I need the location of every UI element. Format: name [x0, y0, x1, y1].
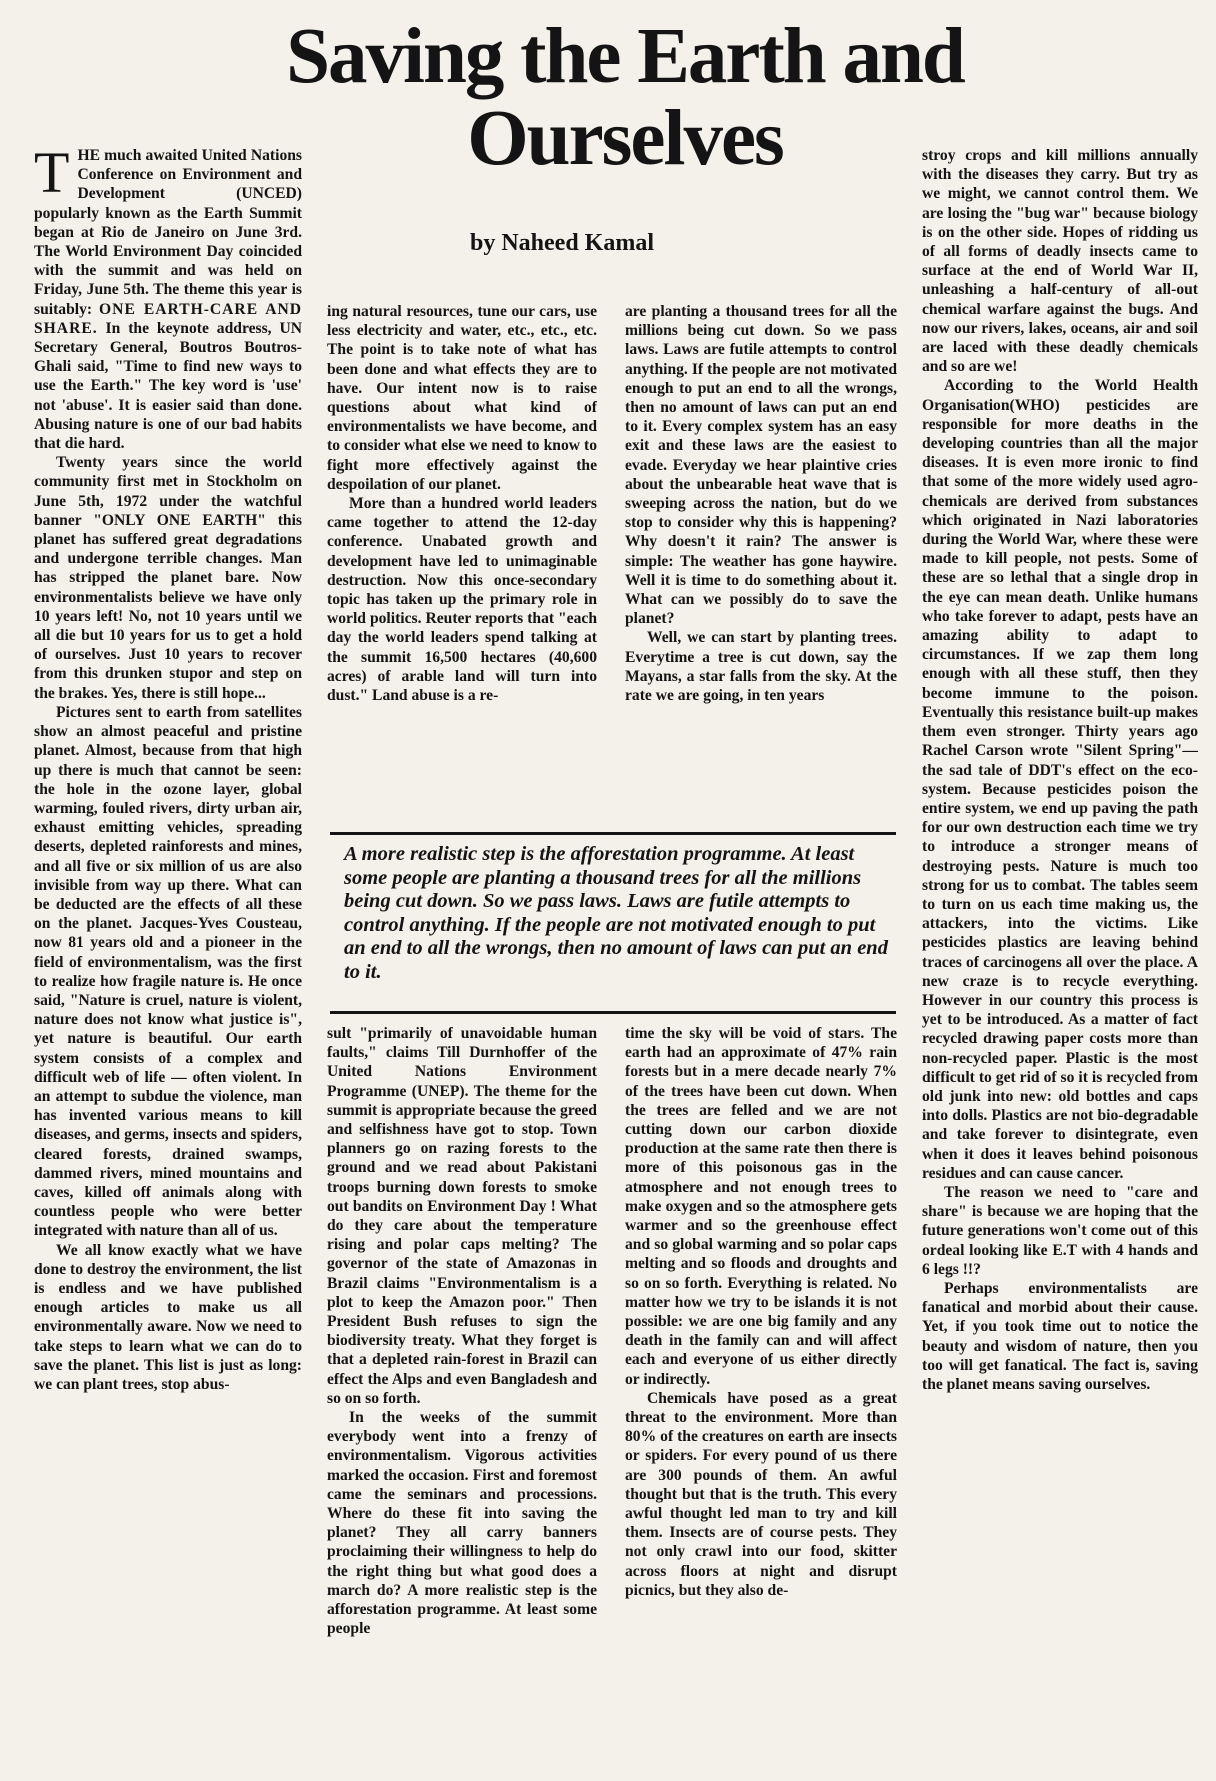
column-2-top: [327, 302, 597, 822]
paragraph: ing natural resources, tune our cars, use less electricity and water, etc., etc., etc. The point is to take note of what has been done and what effects they are to have. Our intent now is to raise questions about what kind of environmentalists we have become, and to consider what else we need to know to fight more effectively against the despoilation of our planet.: [327, 303, 597, 493]
paragraph: Perhaps environmentalists are fanatical and morbid about their cause. Yet, if you took time out to notice the beauty and wisdom of nature, then you too will get fanatical. The fact is, saving the planet means saving ourselves.: [922, 1279, 1198, 1393]
column-3-top: [625, 302, 897, 822]
paragraph: Chemicals have posed as a great threat to the environment. More than 80% of the creatures on earth are insects or spiders. For every pound of us there are 300 pounds of them. An awful thought but that is the truth. This every awful thought led man to try and kill them. Insects are of course pests. They not only crawl into our food, skitter across floors at night and disrupt picnics, but they also de-: [625, 1389, 897, 1599]
column-3-bottom: [625, 1024, 897, 1768]
paragraph: Twenty years since the world community first met in Stockholm on June 5th, 1972 under the watchful banner "ONLY ONE EARTH" this planet has suffered great degradations and undergone terrible changes. Man has stripped the planet bare. Now environmentalists believe we have only 10 years left! No, not 10 years until we all die but 10 years for us to get a hold of ourselves. Just 10 years to recover from this drunken stupor and step on the brakes. Yes, there is still hope...: [34, 454, 302, 702]
drop-cap: T: [34, 146, 70, 205]
title-line-2: Ourselves: [467, 95, 783, 182]
paragraph: are planting a thousand trees for all the millions being cut down. So we pass laws. Laws are futile attempts to control anything. If the people are not motivated enough to put an end to all the wrongs, then no amount of laws can put an end to it. Every complex system has an easy exit and these laws are the easiest to evade. Everyday we hear plaintive cries about the unbearable heat wave that is sweeping across the nation, but do we stop to consider why this is happening? Why doesn't it rain? The answer is simple: The weather has gone haywire. Well it is time to do something about it. What can we possibly do to save the planet?: [625, 303, 897, 628]
paragraph: More than a hundred world leaders came together to attend the 12-day conference. Unabated growth and development have led to unimaginable destruction. Now this once-secondary topic has taken up the primary role in world politics. Reuter reports that "each day the world leaders spend talking at the summit 16,500 hectares (40,600 acres) of arable land will turn into dust." Land abuse is a re-: [327, 495, 597, 705]
paragraph: Well, we can start by planting trees. Everytime a tree is cut down, say the Mayans, a star falls from the sky. At the rate we are going, in ten years: [625, 629, 897, 705]
paragraph: In the weeks of the summit everybody went into a frenzy of environmentalism. Vigorous activities marked the occasion. First and foremost came the seminars and processions. Where do these fit into saving the planet? They all carry banners proclaiming their willingness to help do the right thing but what good does a march do? A more realistic step is the afforestation programme. At least some people: [327, 1409, 597, 1638]
paragraph: According to the World Health Organisation(WHO) pesticides are responsible for more deaths in the developing countries than all the major diseases. It is even more ironic to find that some of the more widely used agro-chemicals are derived from substances which originated in Nazi laboratories during the World War, where these were made to kill people, not pests. Some of these are so lethal that a single drop in the eye can mean death. Unlike humans who take forever to adapt, pests have an amazing ability to adapt to circumstances. If we zap them long enough with all these stuff, then they become immune to the poison. Eventually this resistance built-up makes them even stronger. Thirty years ago Rachel Carson wrote "Silent Spring"—the sad tale of DDT's effect on the eco-system. Because pesticides poison the entire system, we end up paving the path for our own destruction each time we try to introduce a stronger means of destroying pests. Nature is much too strong for us to combat. The tables seem to turn on us each time making us, the attackers, into the victims. Like pesticides plastics are leaving behind traces of carcinogens all over the place. A new craze is to recycle everything. However in our country this process is yet to be introduced. As a matter of fact recycled drawing paper costs more than non-recycled paper. Plastic is the most difficult to get rid of so it is recycled from old junk into new: old bottles and caps into dolls. Plastics are not bio-degradable and take forever to disintegrate, even when it does it leaves behind poisonous residues and can cause cancer.: [922, 377, 1198, 1182]
byline: by Naheed Kamal: [470, 230, 655, 256]
pull-quote: [330, 832, 896, 1014]
column-1: [34, 146, 302, 1768]
paragraph: Pictures sent to earth from satellites show an almost peaceful and pristine planet. Almost, because from that high up there is much that cannot be seen: the hole in the ozone layer, global warming, fouled rivers, dirty urban air, exhaust emitting vehicles, spreading deserts, depleted rainforests and mines, and all five or six million of us are also invisible from way up there. What can be deducted are the effects of all these on the planet. Jacques-Yves Cousteau, now 81 years old and a pioneer in the field of environmentalism, was the first to realize how fragile nature is. He once said, "Nature is cruel, nature is violent, nature does not know what justice is", yet nature is beautiful. Our earth system consists of a complex and difficult web of life — often violent. In an attempt to subdue the violence, man has invented various means to kill diseases, and germs, insects and spiders, cleared forests, drained swamps, dammed rivers, mined mountains and caves, killed off animals along with countless people who were better integrated with nature than all of us.: [34, 703, 302, 1240]
pull-quote-text: A more realistic step is the afforestation programme. At least some people are planting a thousand trees for all the millions being cut down. So we pass laws. Laws are futile attempts to control anything. If the people are not motivated enough to put an end to all the wrongs, then no amount of laws can put an end to it.: [344, 843, 888, 983]
paragraph: THE much awaited United Nations Conference on Environment and Development (UNCED) popularly known as the Earth Summit began at Rio de Janeiro on June 3rd. The World Environment Day coincided with the summit and was held on Friday, June 5th. The theme this year is suitably: ONE EARTH-CARE AND SHARE. In the keynote address, UN Secretary General, Boutros Boutros-Ghali said, "Time to find new ways to use the Earth." The key word is 'use' not 'abuse'. It is easier said than done. Abusing nature is one of our bad habits that die hard.: [34, 146, 302, 453]
column-2-bottom: [327, 1024, 597, 1768]
paragraph: time the sky will be void of stars. The earth had an approximate of 47% rain forests but in a mere decade nearly 7% of the trees have been cut down. When the trees are felled and we are not cutting down our carbon dioxide production at the same rate then there is more of this poisonous gas in the atmosphere and not enough trees to make oxygen and so the atmosphere gets warmer and so the greenhouse effect and so global warming and so polar caps melting and so floods and droughts and so on so forth. Everything is related. No matter how we try to be islands it is not possible: we are one big family and any death in the family can and will affect each and everyone of us either directly or indirectly.: [625, 1025, 897, 1388]
paragraph: We all know exactly what we have done to destroy the environment, the list is endless and we have published enough articles to make us all environmentally aware. Now we need to take steps to learn what we can do to save the planet. This list is just as long: we can plant trees, stop abus-: [34, 1241, 302, 1393]
title-line-1: Saving the Earth and: [286, 13, 964, 100]
column-4: [922, 146, 1198, 1768]
paragraph: stroy crops and kill millions annually with the diseases they carry. But try as we might, we cannot control them. We are losing the "bug war" because biology is on the other side. Hopes of ridding us of all forms of deadly insects came to surface at the end of World War II, unleashing a half-century of all-out chemical warfare against the bugs. And now our rivers, lakes, oceans, air and soil are laced with these deadly chemicals and so are we!: [922, 147, 1198, 376]
paragraph: The reason we need to "care and share" is because we are hoping that the future generations won't come out of this ordeal looking like E.T with 4 hands and 6 legs !!?: [922, 1183, 1198, 1278]
paragraph: sult "primarily of unavoidable human faults," claims Till Durnhoffer of the United Nations Environment Programme (UNEP). The theme for the summit is appropriate because the greed and selfishness have got to stop. Town planners go on razing forests to the ground and we read about Pakistani troops burning down forests to smoke out bandits on Environment Day ! What do they care about the temperature rising and polar caps melting? The governor of the state of Amazonas in Brazil claims "Environmentalism is a plot to keep the Amazon poor." Then President Bush refuses to sign the biodiversity treaty. What they forget is that a depleted rain-forest in Brazil can effect the Alps and even Bangladesh and so on so forth.: [327, 1025, 597, 1407]
